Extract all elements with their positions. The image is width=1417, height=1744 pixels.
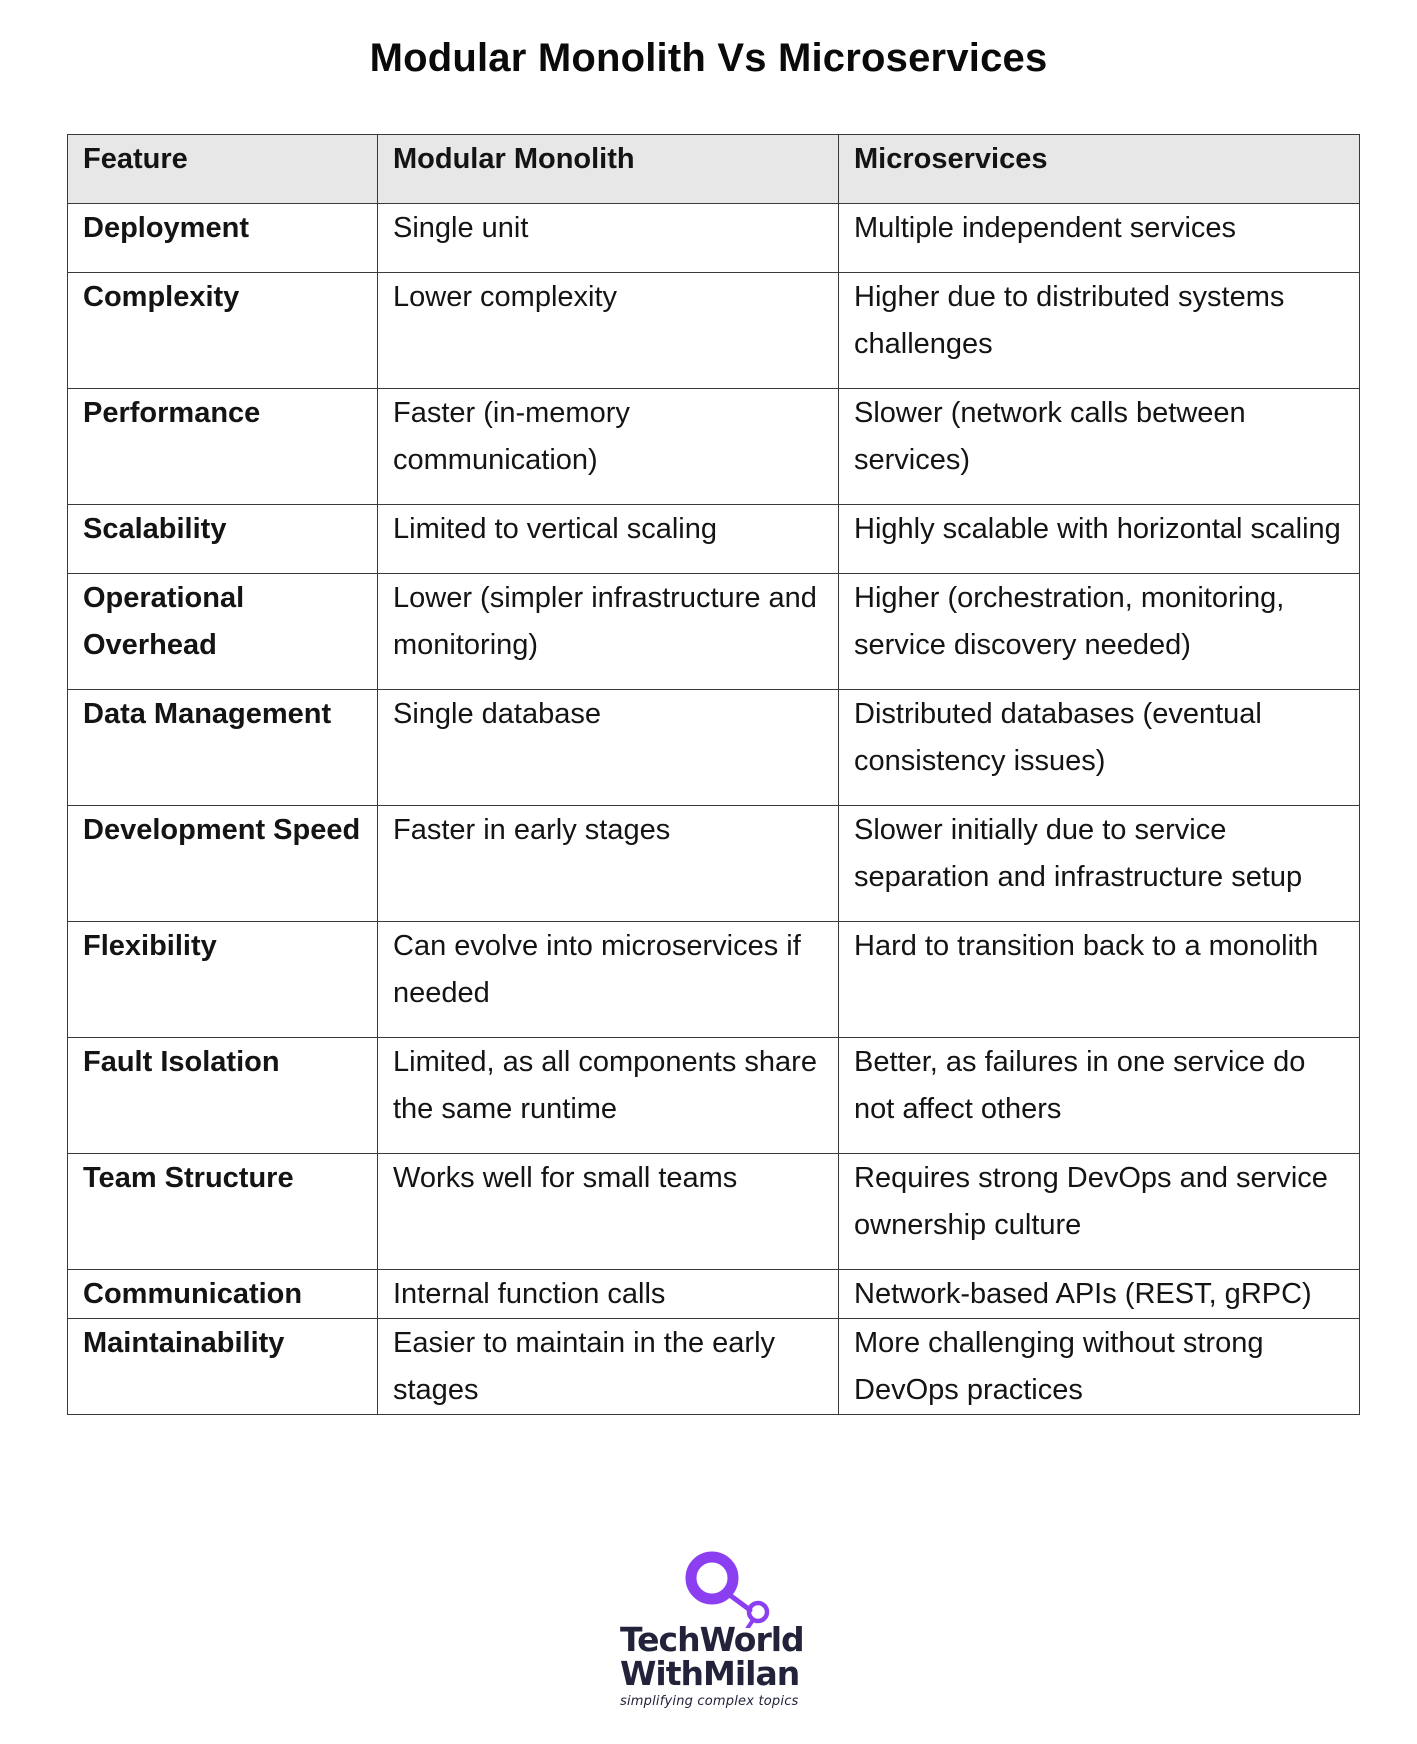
table-row — [68, 204, 1360, 273]
feature-cell: Operational Overhead — [68, 574, 378, 690]
header-modular-monolith: Modular Monolith — [378, 135, 839, 204]
feature-cell: Team Structure — [68, 1154, 378, 1270]
table-row — [68, 1038, 1360, 1154]
table-row — [68, 690, 1360, 806]
table-row — [68, 574, 1360, 690]
comparison-table — [67, 134, 1360, 1415]
feature-cell: Maintainability — [68, 1319, 378, 1415]
microservices-cell: Slower initially due to service separation and infrastructure setup — [839, 806, 1360, 922]
microservices-cell: Better, as failures in one service do not affect others — [839, 1038, 1360, 1154]
feature-cell: Development Speed — [68, 806, 378, 922]
feature-cell: Communication — [68, 1270, 378, 1319]
page-title: Modular Monolith Vs Microservices — [369, 36, 1048, 80]
microservices-cell: Multiple independent services — [839, 204, 1360, 273]
table-row — [68, 1154, 1360, 1270]
microservices-cell: More challenging without strong DevOps practices — [839, 1319, 1360, 1415]
feature-cell: Flexibility — [68, 922, 378, 1038]
monolith-cell: Easier to maintain in the early stages — [378, 1319, 839, 1415]
monolith-cell: Works well for small teams — [378, 1154, 839, 1270]
microservices-cell: Slower (network calls between services) — [839, 389, 1360, 505]
monolith-cell: Faster (in-memory communication) — [378, 389, 839, 505]
logo-text-line2: WithMilan — [620, 1654, 800, 1693]
header-microservices: Microservices — [839, 135, 1360, 204]
microservices-cell: Hard to transition back to a monolith — [839, 922, 1360, 1038]
microservices-cell: Highly scalable with horizontal scaling — [839, 505, 1360, 574]
table-header-row — [68, 135, 1360, 204]
feature-cell: Complexity — [68, 273, 378, 389]
table-row — [68, 505, 1360, 574]
microservices-cell: Higher (orchestration, monitoring, service discovery needed) — [839, 574, 1360, 690]
header-feature: Feature — [68, 135, 378, 204]
feature-cell: Performance — [68, 389, 378, 505]
monolith-cell: Single database — [378, 690, 839, 806]
logo-tagline: simplifying complex topics — [620, 1694, 799, 1709]
microservices-cell: Higher due to distributed systems challenges — [839, 273, 1360, 389]
monolith-cell: Can evolve into microservices if needed — [378, 922, 839, 1038]
monolith-cell: Lower (simpler infrastructure and monitoring) — [378, 574, 839, 690]
feature-cell: Data Management — [68, 690, 378, 806]
feature-cell: Deployment — [68, 204, 378, 273]
microservices-cell: Network-based APIs (REST, gRPC) — [839, 1270, 1360, 1319]
microservices-cell: Requires strong DevOps and service ownership culture — [839, 1154, 1360, 1270]
microservices-cell: Distributed databases (eventual consistency issues) — [839, 690, 1360, 806]
table-row — [68, 389, 1360, 505]
logo-mark-icon — [682, 1548, 782, 1628]
techworld-logo — [600, 1548, 820, 1708]
logo-text-line1: TechWorld — [620, 1620, 804, 1659]
table-row — [68, 1270, 1360, 1319]
monolith-cell: Single unit — [378, 204, 839, 273]
monolith-cell: Lower complexity — [378, 273, 839, 389]
table-row — [68, 922, 1360, 1038]
feature-cell: Scalability — [68, 505, 378, 574]
table-row — [68, 273, 1360, 389]
table-row — [68, 806, 1360, 922]
monolith-cell: Internal function calls — [378, 1270, 839, 1319]
feature-cell: Fault Isolation — [68, 1038, 378, 1154]
monolith-cell: Limited to vertical scaling — [378, 505, 839, 574]
table-row — [68, 1319, 1360, 1415]
monolith-cell: Limited, as all components share the same runtime — [378, 1038, 839, 1154]
monolith-cell: Faster in early stages — [378, 806, 839, 922]
